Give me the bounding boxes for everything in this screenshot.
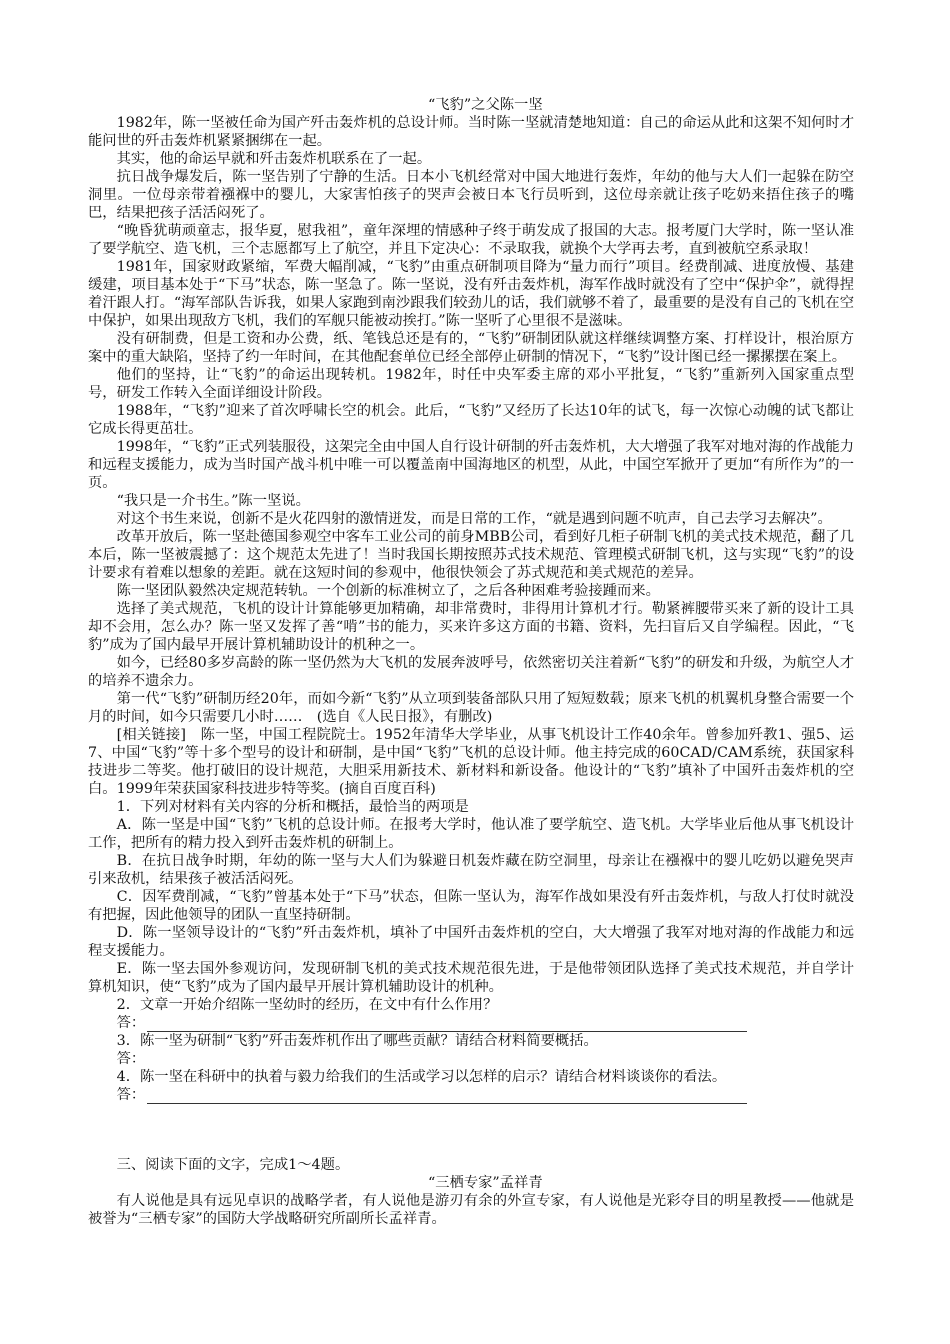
question-3: 3．陈一坚为研制“飞豹”歼击轰炸机作出了哪些贡献？请结合材料简要概括。 (116, 1033, 598, 1049)
related-link-paragraph: [相关链接] 陈一坚，中国工程院院士。1952年清华大学毕业，从事飞机设计工作40余年。曾参加歼教1、强5、运7、中国“飞豹”等十多个型号的设计和研制，是中国“飞豹”飞机的总设计师。他主持完成的60CAD/CAM系统，获国家科技进步二等奖。他打破旧的设计规范，大胆采用新技术、新材料和新设备。他设计的“飞豹”填补了中国歼击轰炸机的空白。1999年荣获国家科技进步特等奖。(摘自百度百科) (88, 727, 854, 797)
question-4: 4．陈一坚在科研中的执着与毅力给我们的生活或学习以怎样的启示？请结合材料谈谈你的看法。 (116, 1069, 727, 1085)
answer-label: 答： (116, 1015, 146, 1031)
paragraph: 第一代“飞豹”研制历经20年，而如今新“飞豹”从立项到装备部队只用了短短数载；原来飞机的机翼机身整合需要一个月的时间，如今只需要几小时…… (选自《人民日报》，有删改) (88, 691, 854, 725)
paragraph: 有人说他是具有远见卓识的战略学者，有人说他是游刃有余的外宣专家，有人说他是光彩夺目的明星教授——他就是被誉为“三栖专家”的国防大学战略研究所副所长孟祥青。 (88, 1193, 854, 1227)
question-1: 1．下列对材料有关内容的分析和概括，最恰当的两项是 (116, 799, 469, 815)
paragraph: 他们的坚持，让“飞豹”的命运出现转机。1982年，时任中央军委主席的邓小平批复，“飞豹”重新列入国家重点型号，研发工作转入全面详细设计阶段。 (88, 367, 854, 401)
option-a: A．陈一坚是中国“飞豹”飞机的总设计师。在报考大学时，他认准了要学航空、造飞机。大学毕业后他从事飞机设计工作，把所有的精力投入到歼击轰炸机的研制上。 (88, 817, 855, 851)
paragraph: 选择了美式规范，飞机的设计计算能够更加精确，却非常费时，非得用计算机才行。勒紧裤腰带买来了新的设计工具却不会用，怎么办？陈一坚又发挥了善“啃”书的能力，买来许多这方面的书籍、资料，先扫盲后又自学编程。因此，“飞豹”成为了国内最早开展计算机辅助设计的机种之一。 (88, 601, 854, 653)
answer-label: 答： (116, 1051, 146, 1067)
option-d: D．陈一坚领导设计的“飞豹”歼击轰炸机，填补了中国歼击轰炸机的空白，大大增强了我军对地对海的作战能力和远程支援能力。 (88, 925, 854, 959)
answer-label: 答： (116, 1087, 146, 1103)
paragraph: 没有研制费，但是工资和办公费，纸、笔钱总还是有的，“飞豹”研制团队就这样继续调整方案、打样设计，根治原方案中的重大缺陷，坚持了约一年时间，在其他配套单位已经全部停止研制的情况下，“飞豹”设计图已经一摞摞摆在案上。 (88, 331, 854, 365)
article-title: “飞豹”之父陈一坚 (427, 97, 543, 113)
option-b: B．在抗日战争时期，年幼的陈一坚与大人们为躲避日机轰炸藏在防空洞里，母亲让在襁褓中的婴儿吃奶以避免哭声引来敌机，结果孩子被活活闷死。 (88, 853, 854, 887)
paragraph: 1982年，陈一坚被任命为国产歼击轰炸机的总设计师。当时陈一坚就清楚地知道：自己的命运从此和这架不知何时才能问世的歼击轰炸机紧紧捆绑在一起。 (88, 115, 854, 149)
answer-blank[interactable] (147, 1055, 747, 1068)
paragraph: 改革开放后，陈一坚赴德国参观空中客车工业公司的前身MBB公司，看到好几柜子研制飞机的美式技术规范，翻了几本后，陈一坚被震撼了：这个规范太先进了！当时我国长期按照苏式技术规范、管理模式研制飞机，这与实现“飞豹”的设计要求有着难以想象的差距。就在这短时间的参观中，他很快领会了苏式规范和美式规范的差异。 (88, 529, 854, 581)
paragraph: 抗日战争爆发后，陈一坚告别了宁静的生活。日本小飞机经常对中国大地进行轰炸，年幼的他与大人们一起躲在防空洞里。一位母亲带着襁褓中的婴儿，大家害怕孩子的哭声会被日本飞行员听到，这位母亲就让孩子吃奶来捂住孩子的嘴巴，结果把孩子活活闷死了。 (88, 169, 854, 221)
answer-line[interactable] (88, 1086, 854, 1104)
paragraph: “我只是一介书生。”陈一坚说。 (116, 493, 310, 509)
paragraph: 1988年，“飞豹”迎来了首次呼啸长空的机会。此后，“飞豹”又经历了长达10年的试飞，每一次惊心动魄的试飞都让它成长得更茁壮。 (88, 403, 854, 437)
paragraph: 陈一坚团队毅然决定规范转轨。一个创新的标准树立了，之后各种困难考验接踵而来。 (116, 583, 660, 599)
paragraph: 1998年，“飞豹”正式列装服役，这架完全由中国人自行设计研制的歼击轰炸机，大大增强了我军对地对海的作战能力和远程支援能力，成为当时国产战斗机中唯一可以覆盖南中国海地区的机型，从此，中国空军掀开了更加“有所作为”的一页。 (88, 439, 854, 491)
paragraph: 1981年，国家财政紧缩，军费大幅削减，“飞豹”由重点研制项目降为“量力而行”项目。经费削减、进度放慢、基建缓建，项目基本处于“下马”状态，陈一坚急了。陈一坚说，没有歼击轰炸机，海军作战时就没有了空中“保护伞”，就得捏着汗跟人打。“海军部队告诉我，如果人家跑到南沙跟我们较劲儿的话，我们就够不着了，最重要的是没有自己的飞机在空中保护，如果出现敌方飞机，我们的军舰只能被动挨打。”陈一坚听了心里很不是滋味。 (88, 259, 854, 329)
document-page (88, 96, 854, 1228)
paragraph: “晚昏犹萌顽童志，报华夏，慰我祖”，童年深埋的情感种子终于萌发成了报国的大志。报考厦门大学时，陈一坚认准了要学航空、造飞机，三个志愿都写上了航空，并且下定决心：不录取我，就换个大学再去考，直到被航空系录取！ (88, 223, 854, 257)
question-2: 2．文章一开始介绍陈一坚幼时的经历，在文中有什么作用？ (116, 997, 498, 1013)
option-e: E．陈一坚去国外参观访问，发现研制飞机的美式技术规范很先进，于是他带领团队选择了美式技术规范，并自学计算机知识，使“飞豹”成为了国内最早开展计算机辅助设计的机种。 (88, 961, 854, 995)
option-c: C．因军费削减，“飞豹”曾基本处于“下马”状态，但陈一坚认为，海军作战如果没有歼击轰炸机，与敌人打仗时就没有把握，因此他领导的团队一直坚持研制。 (88, 889, 854, 923)
paragraph: 对这个书生来说，创新不是火花四射的激情迸发，而是日常的工作，“就是遇到问题不吭声，自己去学习去解决”。 (116, 511, 832, 527)
section-heading: 三、阅读下面的文字，完成1～4题。 (116, 1157, 350, 1173)
answer-blank[interactable] (147, 1090, 747, 1104)
section-spacer (88, 1104, 854, 1154)
answer-line[interactable] (88, 1050, 854, 1068)
paragraph: 如今，已经80多岁高龄的陈一坚仍然为大飞机的发展奔波呼号，依然密切关注着新“飞豹”的研发和升级，为航空人才的培养不遗余力。 (88, 655, 854, 689)
answer-line[interactable] (88, 1014, 854, 1032)
paragraph: 其实，他的命运早就和歼击轰炸机联系在了一起。 (116, 151, 432, 167)
article-title: “三栖专家”孟祥青 (427, 1175, 543, 1191)
answer-blank[interactable] (147, 1018, 747, 1032)
